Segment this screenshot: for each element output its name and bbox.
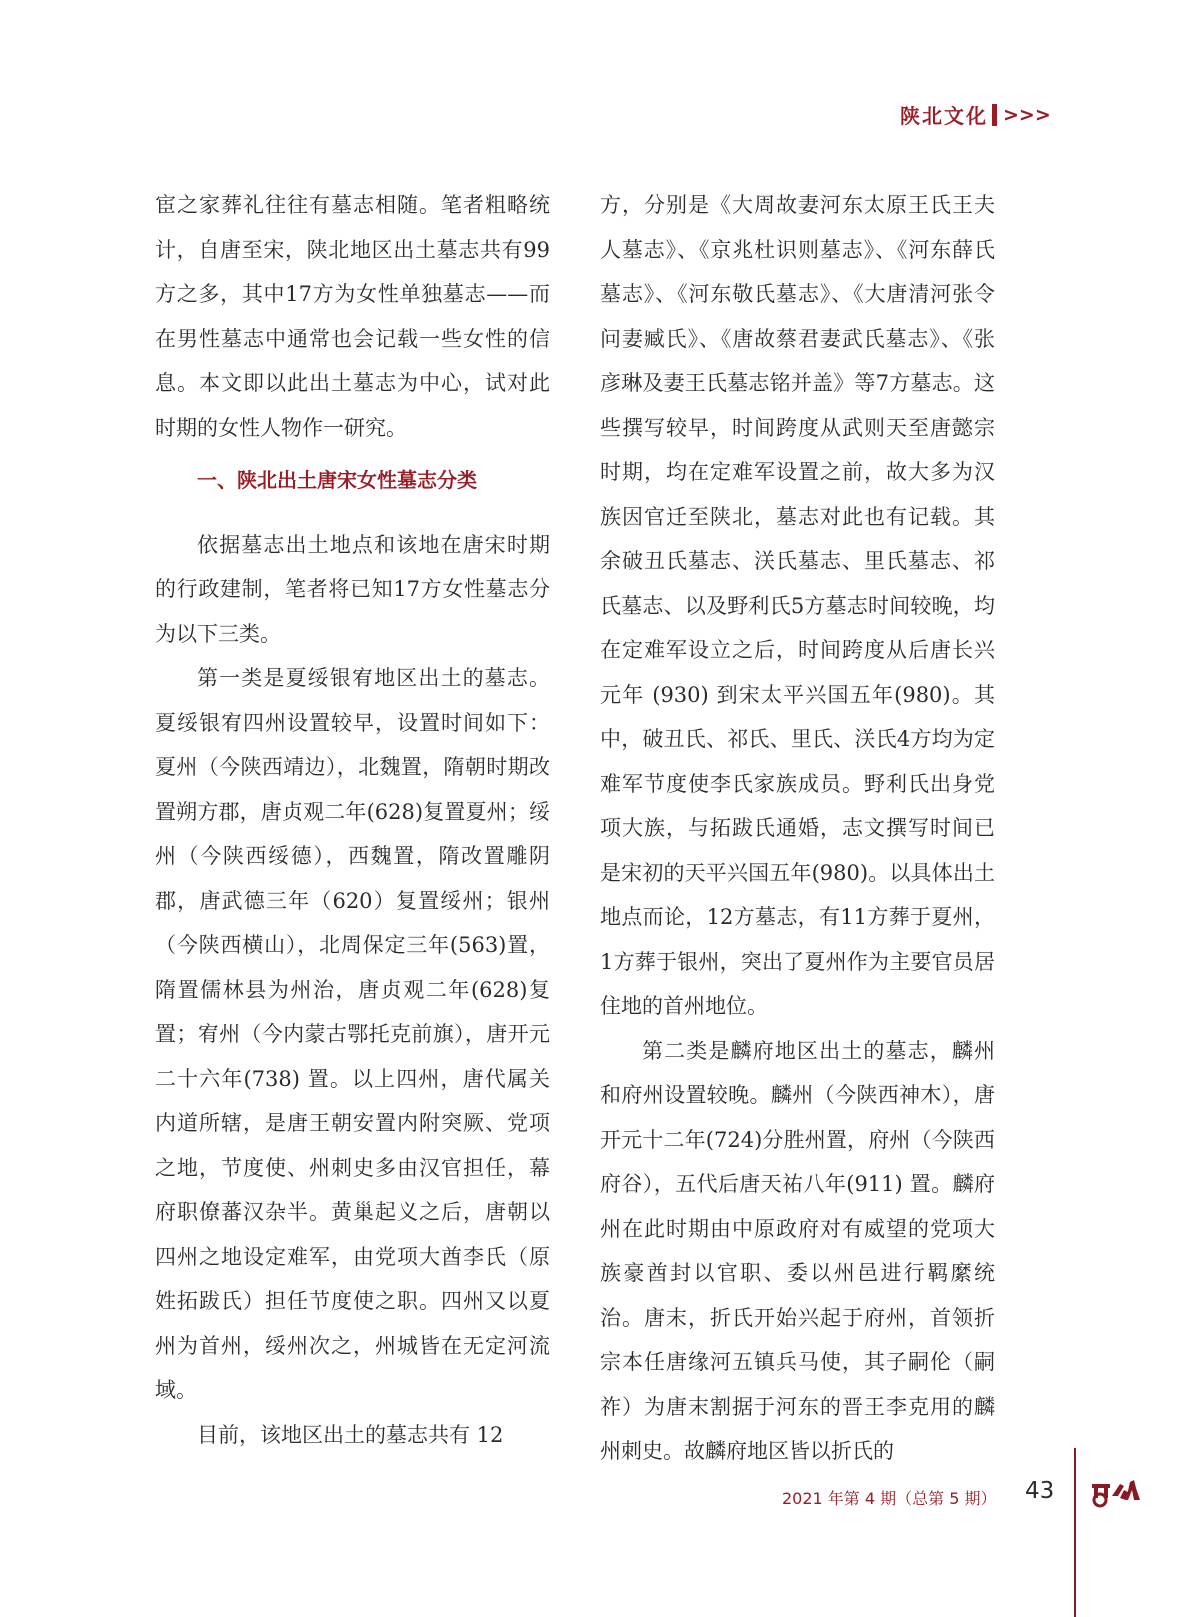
paragraph: 方，分别是《大周故妻河东太原王氏王夫人墓志》、《京兆杜识则墓志》、《河东薛氏墓志》、《河东敬氏墓志》、《大唐清河张令问妻臧氏》、《唐故蔡君妻武氏墓志》、《张彦琳及妻王氏墓志铭并盖》等7方墓志。这些撰写较早，时间跨度从武则天至唐懿宗时期，均在定难军设置之前，故大多为汉族因官迁至陕北，墓志对此也有记载。其余破丑氏墓志、浂氏墓志、里氏墓志、祁氏墓志、以及野利氏5方墓志时间较晚，均在定难军设立之后，时间跨度从后唐长兴元年 (930) 到宋太平兴国五年(980)。其中，破丑氏、祁氏、里氏、浂氏4方均为定难军节度使李氏家族成员。野利氏出身党项大族，与拓跋氏通婚，志文撰写时间已是宋初的天平兴国五年(980)。以具体出土地点而论，12方墓志，有11方葬于夏州，1方葬于银州，突出了夏州作为主要官员居住地的首州地位。 [600,193,995,1018]
page-number: 43 [1025,1478,1055,1504]
paragraph: 第二类是麟府地区出土的墓志，麟州和府州设置较晚。麟州（今陕西神木），唐开元十二年(724)分胜州置，府州（今陕西府谷），五代后唐天祐八年(911) 置。麟府州在此时期由中原政府对有威望的党项大族豪酋封以官职、委以州邑进行羁縻统治。唐末，折氏开始兴起于府州，首领折宗本任唐缘河五镇兵马使，其子嗣伦（嗣祚）为唐末割据于河东的晋王李克用的麟州刺史。故麟府地区皆以折氏的 [600,1038,995,1463]
chariot-logo-icon [1090,1478,1142,1512]
section-heading: 一、陕北出土唐宋女性墓志分类 [197,468,477,492]
section-title: 陕北文化 [900,104,988,128]
footer-divider-line [1074,1448,1076,1617]
arrows-icon: >>> [1003,103,1051,126]
paragraph: 第一类是夏绥银宥地区出土的墓志。夏绥银宥四州设置较早，设置时间如下：夏州（今陕西靖边），北魏置，隋朝时期改置朔方郡，唐贞观二年(628)复置夏州；绥州（今陕西绥德），西魏置，隋改置雕阴郡，唐武德三年（620）复置绥州；银州（今陕西横山），北周保定三年(563)置，隋置儒林县为州治，唐贞观二年(628)复置；宥州（今内蒙古鄂托克前旗），唐开元二十六年(738) 置。以上四州，唐代属关内道所辖，是唐王朝安置内附突厥、党项之地，节度使、州刺史多由汉官担任，幕府职僚蕃汉杂半。黄巢起义之后，唐朝以四州之地设定难军，由党项大酋李氏（原姓拓跋氏）担任节度使之职。四州又以夏州为首州，绥州次之，州城皆在无定河流域。 [155,666,550,1402]
paragraph: 宦之家葬礼往往有墓志相随。笔者粗略统计，自唐至宋，陕北地区出土墓志共有99方之多，其中17方为女性单独墓志——而在男性墓志中通常也会记载一些女性的信息。本文即以此出土墓志为中心，试对此时期的女性人物作一研究。 [155,193,550,440]
right-column [600,183,995,1474]
paragraph: 目前，该地区出土的墓志共有 12 [197,1422,504,1447]
left-column [155,183,550,1457]
issue-info: 2021 年第 4 期（总第 5 期） [782,1489,997,1508]
header-divider-bar [992,104,997,126]
paragraph: 依据墓志出土地点和该地在唐宋时期的行政建制，笔者将已知17方女性墓志分为以下三类。 [155,532,550,646]
section-header [900,100,1051,129]
